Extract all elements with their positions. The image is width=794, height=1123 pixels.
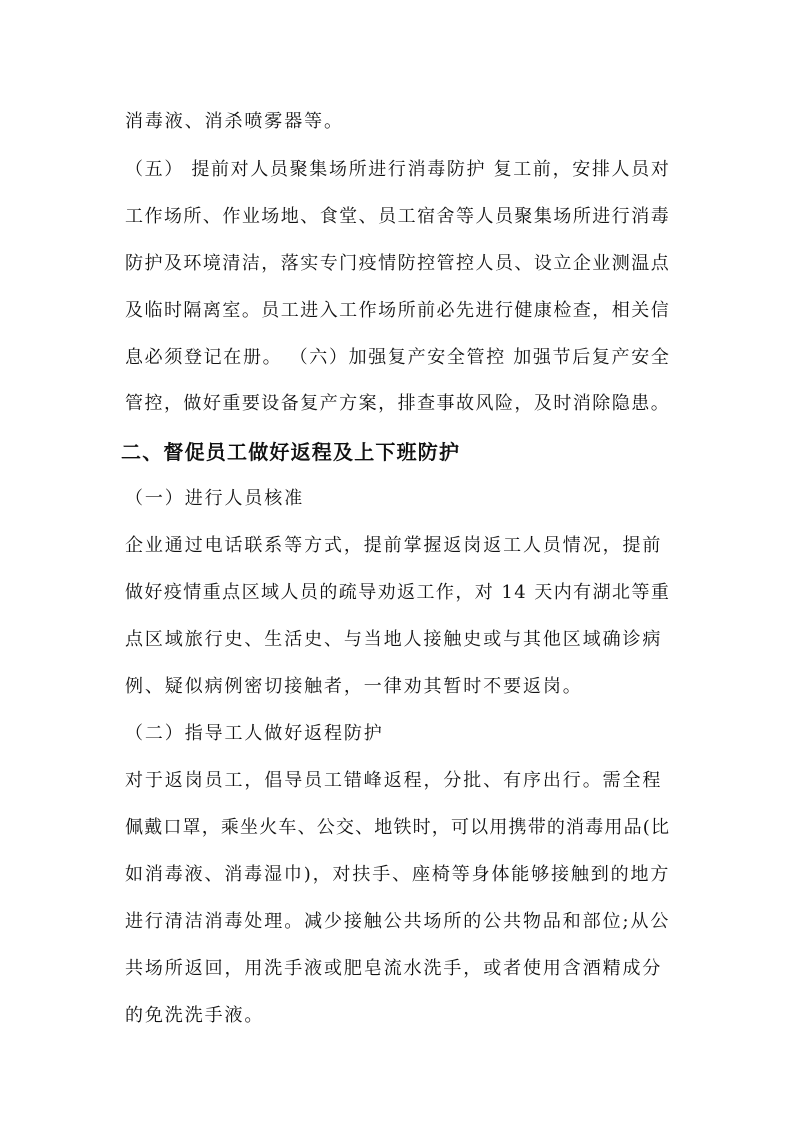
paragraph-line: 如消毒液、消毒湿巾)，对扶手、座椅等身体能够接触到的地方 — [125, 864, 671, 885]
paragraph-line: 进行清洁消毒处理。减少接触公共场所的公共物品和部位;从公 — [125, 911, 671, 932]
paragraph-line: 的免洗洗手液。 — [125, 1005, 265, 1026]
paragraph-line: 例、疑似病例密切接触者，一律劝其暂时不要返岗。 — [125, 676, 583, 697]
paragraph-line: 做好疫情重点区域人员的疏导劝返工作，对 14 天内有湖北等重 — [125, 582, 671, 603]
paragraph-line: 共场所返回，用洗手液或肥皂流水洗手，或者使用含酒精成分 — [125, 958, 663, 979]
paragraph-line: 管控，做好重要设备复产方案，排查事故风险，及时消除隐患。 — [125, 393, 671, 414]
paragraph-line: 息必须登记在册。 （六）加强复产安全管控 加强节后复产安全 — [125, 347, 671, 368]
section-heading: 二、督促员工做好返程及上下班防护 — [121, 440, 461, 464]
paragraph-line: 点区域旅行史、生活史、与当地人接触史或与其他区域确诊病 — [125, 629, 663, 650]
subsection-title: （二）指导工人做好返程防护 — [125, 723, 384, 744]
paragraph-line: （五） 提前对人员聚集场所进行消毒防护 复工前，安排人员对 — [125, 159, 671, 180]
paragraph-line: 对于返岗员工，倡导员工错峰返程，分批、有序出行。需全程 — [125, 770, 663, 791]
paragraph-line: 消毒液、消杀喷雾器等。 — [125, 111, 344, 132]
paragraph-line: 工作场所、作业场地、食堂、员工宿舍等人员聚集场所进行消毒 — [125, 206, 671, 227]
paragraph-line: 佩戴口罩，乘坐火车、公交、地铁时，可以用携带的消毒用品(比 — [125, 817, 671, 838]
paragraph-line: 及临时隔离室。员工进入工作场所前必先进行健康检查，相关信 — [125, 300, 671, 321]
paragraph-line: 企业通过电话联系等方式，提前掌握返岗返工人员情况，提前 — [125, 535, 663, 556]
paragraph-line: 防护及环境清洁，落实专门疫情防控管控人员、设立企业测温点 — [125, 253, 671, 274]
subsection-title: （一）进行人员核准 — [125, 488, 305, 509]
